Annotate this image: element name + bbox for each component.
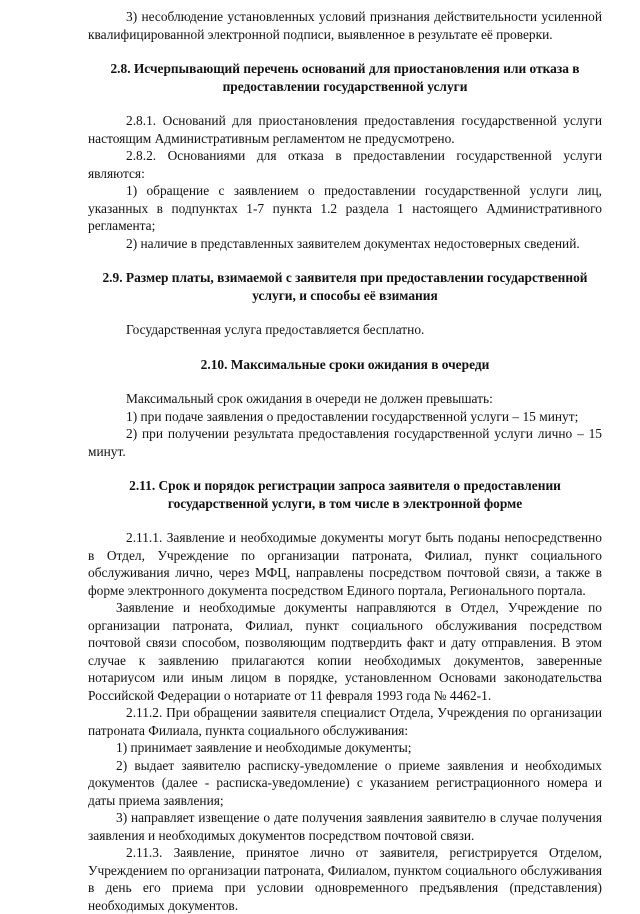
- paragraph-2-8-1: 2.8.1. Оснований для приостановления предоставления государственной услуги настоящим Административным регламентом не предусмотрено.: [88, 113, 602, 146]
- paragraph-2-11-2-item-2: 2) выдает заявителю расписку-уведомление о приеме заявления и необходимых документов (далее - расписка-уведомление) с указанием регистрационного номера и даты приема заявления;: [88, 757, 602, 808]
- paragraph-2-11-3: 2.11.3. Заявление, принятое лично от заявителя, регистрируется Отделом, Учреждением по организации патроната, Филиалом, пунктом социального обслуживания в день его приема при условии одновременного предъявления (представления) необходимых документов.: [88, 845, 602, 913]
- paragraph-2-8-2: 2.8.2. Основаниями для отказа в предоставлении государственной услуги являются:: [88, 148, 602, 181]
- paragraph-2-11-1-mail: Заявление и необходимые документы направляются в Отдел, Учреждение по организации патроната, Филиал, пункт социального обслуживания посредством почтовой связи способом, позволяющим подтвердить факт и дату отправления. В этом случае к заявлению прилагаются копии необходимых документов, заверенные нотариусом или иным лицом в порядке, установленном Основами законодательства Российской Федерации о нотариате от 11 февраля 1993 года № 4462-1.: [88, 600, 602, 703]
- heading-2-9: 2.9. Размер платы, взимаемой с заявителя при предоставлении государственной услуги, и способы её взимания: [102, 270, 588, 303]
- heading-2-10: 2.10. Максимальные сроки ожидания в очереди: [200, 356, 490, 372]
- paragraph-2-11-2: 2.11.2. При обращении заявителя специалист Отдела, Учреждения по организации патроната Филиала, пункта социального обслуживания:: [88, 705, 602, 738]
- paragraph-2-11-1: 2.11.1. Заявление и необходимые документы могут быть поданы непосредственно в Отдел, Учреждение по организации патроната, Филиал, пункт социального обслуживания лично, через МФЦ, направлены посредством почтовой связи, а также в форме электронного документа посредством Единого портала, Регионального портала.: [88, 530, 602, 598]
- document-page: [88, 8, 602, 914]
- paragraph-2-9-1: Государственная услуга предоставляется бесплатно.: [126, 322, 425, 337]
- paragraph-2-11-2-item-3: 3) направляет извещение о дате получения заявления заявителю в случае получения заявления и необходимых документов посредством почтовой связи.: [88, 810, 602, 843]
- paragraph-2-8-2-item-1: 1) обращение с заявлением о предоставлении государственной услуги лиц, указанных в подпунктах 1-7 пункта 1.2 раздела 1 настоящего Административного регламента;: [88, 183, 602, 233]
- heading-2-11: 2.11. Срок и порядок регистрации запроса заявителя о предоставлении государственной услуги, в том числе в электронной форме: [129, 478, 561, 511]
- paragraph-2-10-item-2: 2) при получении результата предоставления государственной услуги лично – 15 минут.: [88, 426, 602, 459]
- paragraph-2-8-2-item-2: 2) наличие в представленных заявителем документах недостоверных сведений.: [126, 235, 580, 251]
- paragraph-2-11-2-item-1: 1) принимает заявление и необходимые документы;: [116, 740, 412, 755]
- heading-2-8: 2.8. Исчерпывающий перечень оснований для приостановления или отказа в предоставлении государственной услуги: [110, 61, 580, 94]
- paragraph-2-10-1: Максимальный срок ожидания в очереди не должен превышать:: [126, 391, 493, 406]
- paragraph-2-10-item-1: 1) при подаче заявления о предоставлении государственной услуги – 15 минут;: [126, 408, 579, 424]
- paragraph-2-7-3: 3) несоблюдение установленных условий признания действительности усиленной квалифицированной электронной подписи, выявленное в результате её проверки.: [88, 9, 602, 42]
